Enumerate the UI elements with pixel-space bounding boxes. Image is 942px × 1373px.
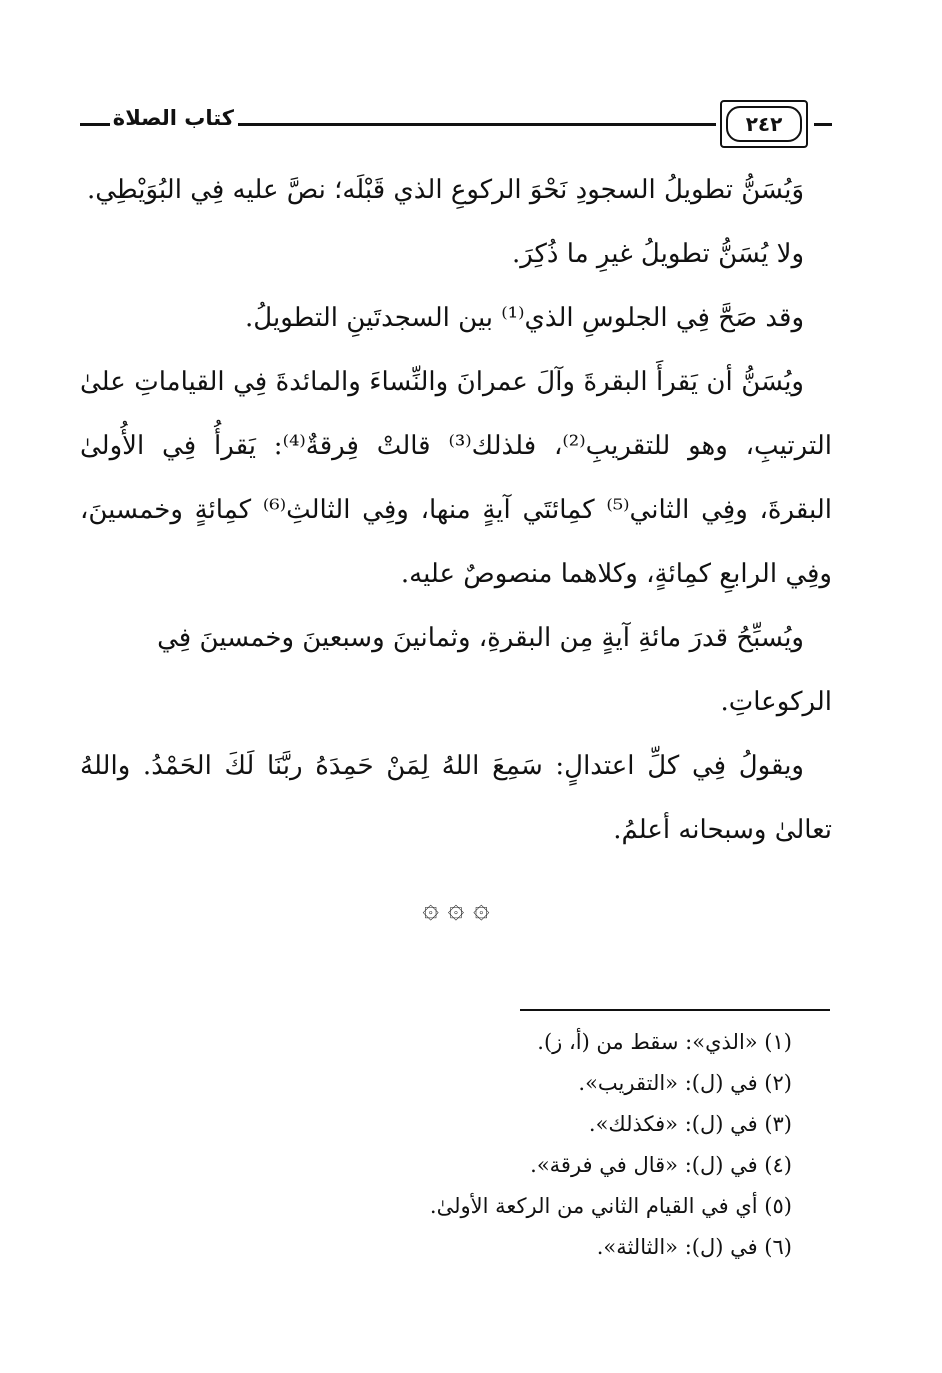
header-rule-right [814,123,832,126]
page-number-frame [720,100,808,148]
running-title: كتاب الصلاة [112,106,234,130]
paragraph-3: وقد صَحَّ فِي الجلوسِ الذي⁽¹⁾ بين السجدتَينِ التطويلُ. [245,303,804,333]
paragraph-5: ويُسبِّحُ قدرَ مائةِ آيةٍ مِن البقرةِ، وثمانينَ وسبعينَ وخمسينَ فِي الركوعاتِ. [157,623,832,717]
paragraph-4: ويُسَنُّ أن يَقرأَ البقرةَ وآلَ عمرانَ والنِّساءَ والمائدةَ فِي القياماتِ علىٰ الترتيبِ، وهو للتقريبِ⁽²⁾، فلذلك⁽³⁾ قالتْ فِرقةٌ⁽⁴⁾: يَقرأُ فِي الأُولىٰ البقرةَ، وفِي الثاني⁽⁵⁾ كمِائتَي آيةٍ منها، وفِي الثالثِ⁽⁶⁾ كمِائةٍ وخمسينَ، وفِي الرابعِ كمِائةٍ، وكلاهما منصوصٌ عليه. [80,367,832,589]
footnote-4: (٤) في (ل): «قال في فرقة». [530,1153,792,1177]
footnote-1: (١) «الذي»: سقط من (أ، ز). [537,1030,792,1054]
footnote-3: (٣) في (ل): «فكذلك». [588,1112,792,1136]
footnote-5: (٥) أي في القيام الثاني من الركعة الأولىٰ. [429,1194,792,1218]
header-rule-middle [238,123,716,126]
footnote-6: (٦) في (ل): «الثالثة». [596,1235,792,1259]
header-rule-left [80,123,110,126]
paragraph-1: وَيُسَنُّ تطويلُ السجودِ نَحْوَ الركوعِ الذي قَبْلَه؛ نصَّ عليه فِي البُوَيْطِي. [87,175,804,205]
paragraph-2: ولا يُسَنُّ تطويلُ غيرِ ما ذُكِرَ. [511,239,804,269]
section-end-ornaments-icon: ۞ ۞ ۞ [422,891,490,924]
footnote-2: (٢) في (ل): «التقريب». [578,1071,792,1095]
page-number-frame-inner [726,106,802,142]
paragraph-6: ويقولُ فِي كلِّ اعتدالٍ: سَمِعَ اللهُ لِمَنْ حَمِدَهُ ربَّنَا لَكَ الحَمْدُ. واللهُ تعالىٰ وسبحانه أعلمُ. [80,751,832,845]
footnote-separator [520,1009,830,1011]
main-text [80,158,832,928]
page-header [80,92,832,156]
page-number: ٢٤٢ [745,112,783,136]
footnotes [80,1022,792,1268]
